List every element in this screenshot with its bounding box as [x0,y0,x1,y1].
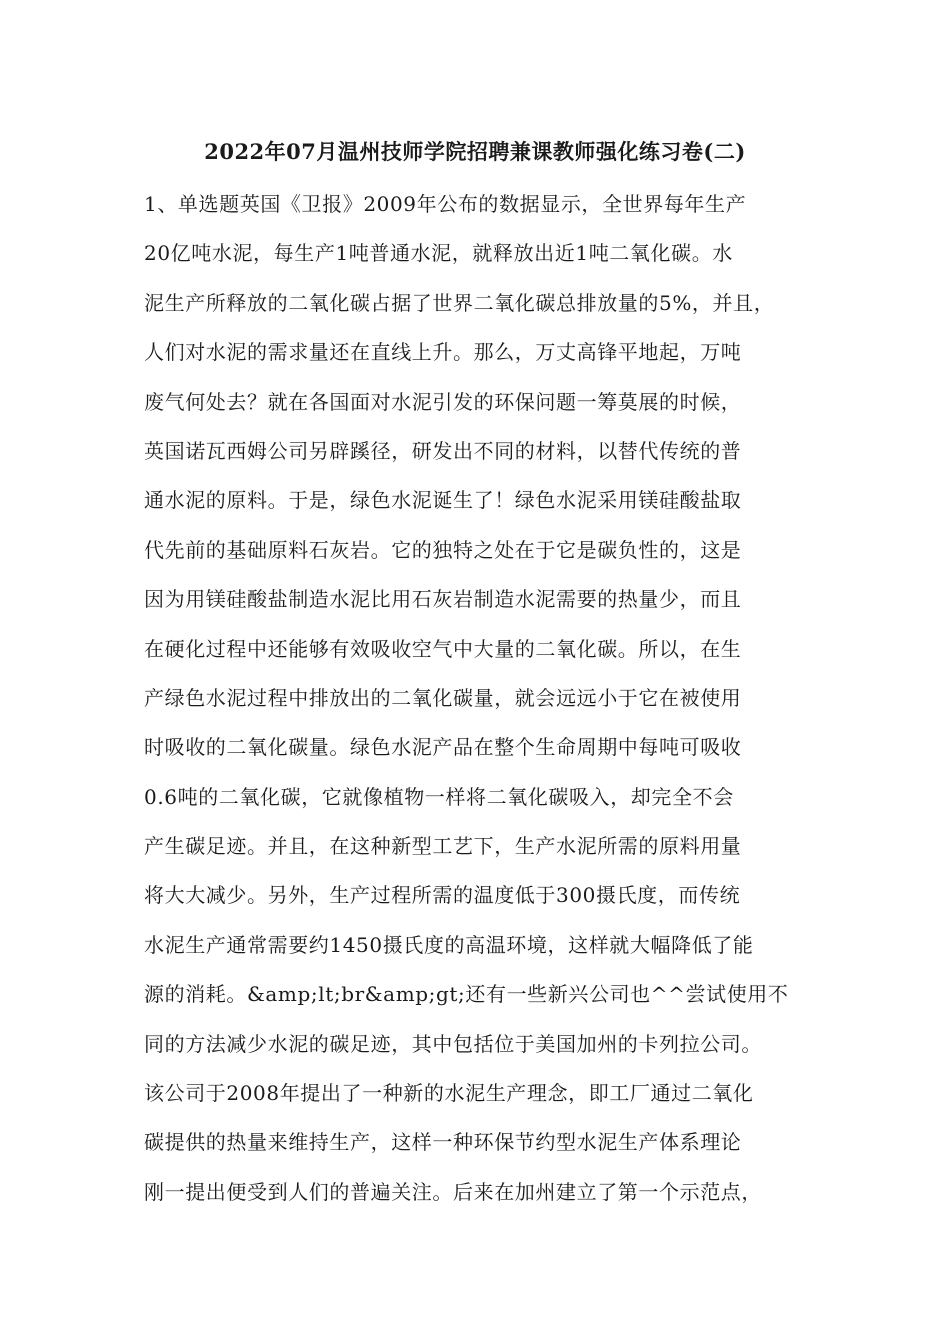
text-line: 时吸收的二氧化碳量。绿色水泥产品在整个生命周期中每吨可吸收 [144,735,742,760]
text-line: 通水泥的原料。于是，绿色水泥诞生了！绿色水泥采用镁硅酸盐取 [144,488,742,513]
text-line: 0.6吨的二氧化碳，它就像植物一样将二氧化碳吸入，却完全不会 [144,784,734,809]
text-line: 产生碳足迹。并且，在这种新型工艺下，生产水泥所需的原料用量 [144,834,742,859]
text-line: 将大大减少。另外，生产过程所需的温度低于300摄氏度，而传统 [144,883,741,908]
question-text [144,180,834,1217]
text-line: 代先前的基础原料石灰岩。它的独特之处在于它是碳负性的，这是 [144,537,742,562]
text-line: 源的消耗。&amp;lt;br&amp;gt;还有一些新兴公司也^^尝试使用不 [144,982,789,1007]
text-line: 刚一提出便受到人们的普遍关注。后来在加州建立了第一个示范点， [144,1179,762,1204]
text-line: 人们对水泥的需求量还在直线上升。那么，万丈高锋平地起，万吨 [144,340,742,365]
text-line: 泥生产所释放的二氧化碳占据了世界二氧化碳总排放量的5%，并且， [144,290,775,315]
text-line: 该公司于2008年提出了一种新的水泥生产理念，即工厂通过二氧化 [144,1081,754,1106]
text-line: 水泥生产通常需要约1450摄氏度的高温环境，这样就大幅降低了能 [144,932,754,957]
document-title: 2022年07月温州技师学院招聘兼课教师强化练习卷(二) [204,139,746,164]
text-line: 20亿吨水泥，每生产1吨普通水泥，就释放出近1吨二氧化碳。水 [144,241,733,266]
text-line: 同的方法减少水泥的碳足迹，其中包括位于美国加州的卡列拉公司。 [144,1031,762,1056]
text-line: 产绿色水泥过程中排放出的二氧化碳量，就会远远小于它在被使用 [144,685,742,710]
text-line: 废气何处去？就在各国面对水泥引发的环保问题一筹莫展的时候， [144,389,742,414]
text-line: 在硬化过程中还能够有效吸收空气中大量的二氧化碳。所以，在生 [144,636,742,661]
text-line: 1、单选题英国《卫报》2009年公布的数据显示，全世界每年生产 [144,192,747,216]
text-line: 因为用镁硅酸盐制造水泥比用石灰岩制造水泥需要的热量少，而且 [144,587,742,612]
text-line: 英国诺瓦西姆公司另辟蹊径，研发出不同的材料，以替代传统的普 [144,438,742,463]
text-line: 碳提供的热量来维持生产，这样一种环保节约型水泥生产体系理论 [144,1130,742,1155]
